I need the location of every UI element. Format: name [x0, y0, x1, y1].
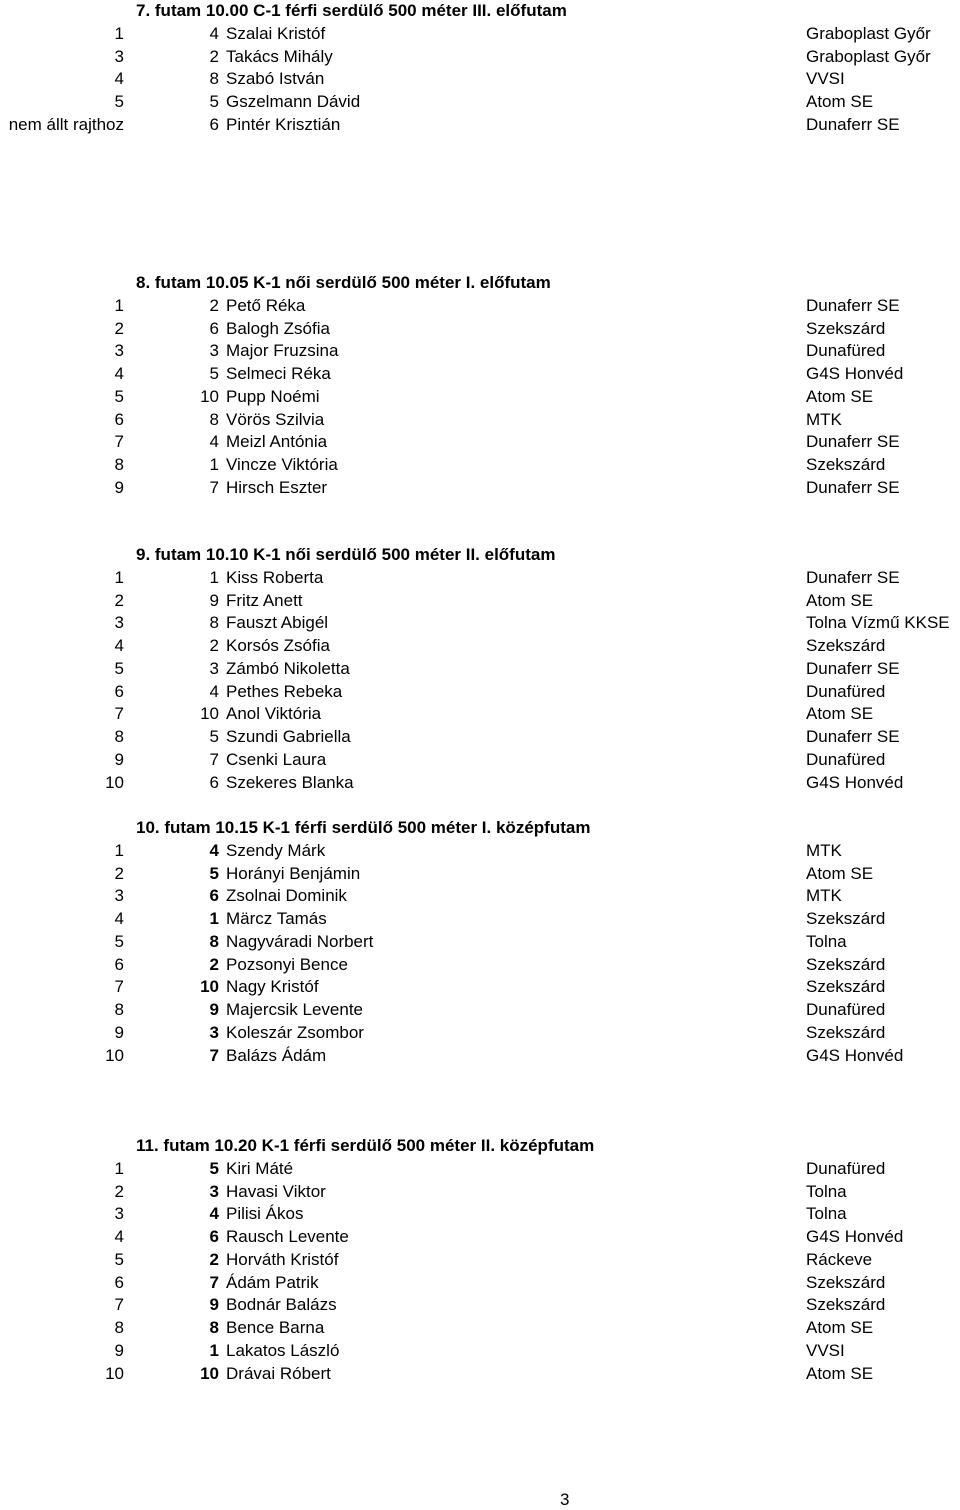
- lane-cell: 5: [209, 364, 219, 383]
- result-row: [0, 454, 960, 476]
- athlete-name: Bodnár Balázs: [226, 1295, 337, 1315]
- place-cell: 1: [114, 295, 124, 315]
- club-name: Tolna: [806, 931, 847, 951]
- result-row: [0, 363, 960, 385]
- result-row: [0, 1045, 960, 1067]
- club-name: Szekszárd: [806, 954, 886, 974]
- athlete-name: Hirsch Eszter: [226, 477, 328, 497]
- club-name: Dunaferr SE: [806, 567, 900, 587]
- lane-cell: 3: [209, 1181, 219, 1201]
- athlete-name: Horváth Kristóf: [226, 1249, 339, 1269]
- result-row: [0, 318, 960, 340]
- athlete-name: Kiss Roberta: [226, 567, 324, 587]
- lane-cell: 4: [209, 432, 219, 452]
- lane-cell: 4: [209, 681, 219, 701]
- place-cell: 6: [114, 409, 124, 429]
- club-name: Szekszárd: [806, 977, 886, 997]
- result-row: [0, 612, 960, 634]
- result-row: [0, 908, 960, 930]
- place-cell: 7: [114, 704, 124, 724]
- lane-cell: 7: [209, 749, 219, 769]
- club-name: Dunaferr SE: [806, 477, 900, 497]
- place-cell: 7: [114, 1295, 124, 1315]
- athlete-name: Koleszár Zsombor: [226, 1022, 364, 1042]
- club-name: Graboplast Győr: [806, 23, 931, 43]
- lane-cell: 7: [209, 477, 219, 497]
- result-row: [0, 1203, 960, 1225]
- result-row: [0, 340, 960, 362]
- place-cell: 3: [114, 1204, 124, 1224]
- result-row: [0, 681, 960, 703]
- athlete-name: Balázs Ádám: [226, 1045, 327, 1065]
- result-row: [0, 1158, 960, 1180]
- place-cell: 1: [114, 840, 124, 860]
- place-cell: 6: [114, 1272, 124, 1292]
- lane-cell: 8: [209, 613, 219, 633]
- place-cell: 2: [114, 318, 124, 338]
- place-cell: 6: [114, 954, 124, 974]
- athlete-name: Szabó István: [226, 69, 325, 89]
- club-name: MTK: [806, 840, 842, 860]
- result-row: [0, 999, 960, 1021]
- result-row: [0, 931, 960, 953]
- place-cell: 4: [114, 69, 124, 89]
- club-name: Szekszárd: [806, 318, 886, 338]
- athlete-name: Zsolnai Dominik: [226, 886, 347, 906]
- athlete-name: Pupp Noémi: [226, 386, 320, 406]
- place-cell: 7: [114, 432, 124, 452]
- place-cell: 9: [114, 749, 124, 769]
- lane-cell: 1: [209, 455, 219, 474]
- result-row: [0, 68, 960, 90]
- result-row: [0, 46, 960, 68]
- athlete-name: Nagy Kristóf: [226, 977, 319, 997]
- club-name: VVSI: [806, 69, 845, 89]
- lane-cell: 6: [209, 772, 219, 792]
- result-row: [0, 1181, 960, 1203]
- athlete-name: Gszelmann Dávid: [226, 92, 361, 111]
- athlete-name: Fauszt Abigél: [226, 613, 329, 633]
- lane-cell: 7: [209, 1045, 219, 1065]
- athlete-name: Pintér Krisztián: [226, 114, 341, 134]
- athlete-name: Kiri Máté: [226, 1158, 294, 1178]
- lane-cell: 7: [209, 1272, 219, 1292]
- result-row: [0, 590, 960, 612]
- result-row: [0, 954, 960, 976]
- result-row: [0, 863, 960, 885]
- lane-cell: 6: [209, 318, 219, 338]
- athlete-name: Szalai Kristóf: [226, 23, 326, 43]
- result-row: [0, 772, 960, 794]
- result-row: [0, 1317, 960, 1339]
- place-cell: 1: [114, 567, 124, 587]
- lane-cell: 10: [200, 704, 219, 724]
- athlete-name: Anol Viktória: [226, 704, 322, 724]
- lane-cell: 3: [209, 341, 219, 361]
- athlete-name: Lakatos László: [226, 1340, 340, 1360]
- page-number: 3: [560, 1490, 570, 1509]
- club-name: G4S Honvéd: [806, 1227, 904, 1246]
- place-cell: 2: [114, 590, 124, 610]
- result-row: [0, 409, 960, 431]
- lane-cell: 6: [209, 1227, 219, 1246]
- place-cell: 9: [114, 477, 124, 497]
- place-cell: 10: [105, 1363, 124, 1383]
- place-cell: 5: [114, 1249, 124, 1269]
- athlete-name: Korsós Zsófia: [226, 636, 330, 655]
- lane-cell: 4: [209, 840, 219, 860]
- place-cell: 4: [114, 1227, 124, 1246]
- lane-cell: 5: [209, 92, 219, 111]
- result-row: [0, 885, 960, 907]
- athlete-name: Selmeci Réka: [226, 364, 331, 383]
- athlete-name: Szekeres Blanka: [226, 772, 354, 792]
- club-name: Dunaferr SE: [806, 114, 900, 134]
- result-row: [0, 1022, 960, 1044]
- club-name: Szekszárd: [806, 1272, 886, 1292]
- athlete-name: Major Fruzsina: [226, 341, 339, 361]
- place-cell: 4: [114, 364, 124, 383]
- heat-title: 8. futam 10.05 K-1 női serdülő 500 méter I. előfutam: [136, 273, 551, 292]
- athlete-name: Bence Barna: [226, 1318, 325, 1337]
- heat-title: 10. futam 10.15 K-1 férfi serdülő 500 méter I. középfutam: [136, 818, 591, 837]
- club-name: Szekszárd: [806, 636, 886, 655]
- place-cell: 9: [114, 1022, 124, 1042]
- result-row: [0, 1249, 960, 1271]
- club-name: Ráckeve: [806, 1249, 873, 1269]
- lane-cell: 2: [209, 46, 219, 66]
- place-cell: 5: [114, 92, 124, 111]
- result-row: [0, 1272, 960, 1294]
- result-row: [0, 726, 960, 748]
- lane-cell: 8: [209, 69, 219, 89]
- place-cell: 3: [114, 886, 124, 906]
- result-row: [0, 635, 960, 657]
- athlete-name: Zámbó Nikoletta: [226, 658, 350, 678]
- result-row: [0, 658, 960, 680]
- place-cell: 8: [114, 1318, 124, 1337]
- result-row: [0, 477, 960, 499]
- club-name: Szekszárd: [806, 1295, 886, 1315]
- athlete-name: Csenki Laura: [226, 749, 327, 769]
- lane-cell: 6: [209, 114, 219, 134]
- club-name: Tolna: [806, 1204, 847, 1224]
- lane-cell: 10: [200, 1363, 219, 1383]
- heat-title: 11. futam 10.20 K-1 férfi serdülő 500 méter II. középfutam: [136, 1136, 595, 1155]
- result-row: [0, 386, 960, 408]
- club-name: G4S Honvéd: [806, 364, 904, 383]
- athlete-name: Szendy Márk: [226, 840, 326, 860]
- athlete-name: Balogh Zsófia: [226, 318, 330, 338]
- place-cell: 4: [114, 909, 124, 928]
- lane-cell: 1: [209, 1340, 219, 1360]
- place-cell: 8: [114, 727, 124, 746]
- athlete-name: Horányi Benjámin: [226, 863, 361, 883]
- club-name: G4S Honvéd: [806, 1045, 904, 1065]
- place-cell: 10: [105, 772, 124, 792]
- club-name: Dunaferr SE: [806, 727, 900, 746]
- place-cell: nem állt rajthoz: [8, 114, 124, 134]
- club-name: Atom SE: [806, 863, 874, 883]
- athlete-name: Vörös Szilvia: [226, 409, 325, 429]
- athlete-name: Szundi Gabriella: [226, 727, 351, 746]
- place-cell: 2: [114, 863, 124, 883]
- result-row: [0, 295, 960, 317]
- lane-cell: 4: [209, 23, 219, 43]
- place-cell: 8: [114, 1000, 124, 1019]
- athlete-name: Meizl Antónia: [226, 432, 328, 452]
- club-name: Szekszárd: [806, 455, 886, 474]
- lane-cell: 10: [200, 386, 219, 406]
- athlete-name: Majercsik Levente: [226, 1000, 364, 1019]
- athlete-name: Pető Réka: [226, 295, 306, 315]
- lane-cell: 2: [209, 636, 219, 655]
- club-name: Atom SE: [806, 1363, 874, 1383]
- place-cell: 5: [114, 931, 124, 951]
- lane-cell: 8: [209, 409, 219, 429]
- athlete-name: Rausch Levente: [226, 1227, 349, 1246]
- result-row: [0, 431, 960, 453]
- club-name: MTK: [806, 409, 842, 429]
- lane-cell: 9: [209, 590, 219, 610]
- athlete-name: Märcz Tamás: [226, 909, 327, 928]
- place-cell: 3: [114, 341, 124, 361]
- lane-cell: 5: [209, 1158, 219, 1178]
- athlete-name: Pilisi Ákos: [226, 1204, 304, 1224]
- club-name: Atom SE: [806, 1318, 874, 1337]
- lane-cell: 3: [209, 658, 219, 678]
- club-name: Tolna: [806, 1181, 847, 1201]
- heat-title: 7. futam 10.00 C-1 férfi serdülő 500 méter III. előfutam: [136, 1, 567, 20]
- place-cell: 3: [114, 613, 124, 633]
- lane-cell: 2: [209, 295, 219, 315]
- club-name: VVSI: [806, 1340, 845, 1360]
- club-name: G4S Honvéd: [806, 772, 904, 792]
- athlete-name: Vincze Viktória: [226, 455, 338, 474]
- lane-cell: 9: [209, 1000, 219, 1019]
- result-row: [0, 1340, 960, 1362]
- place-cell: 6: [114, 681, 124, 701]
- club-name: Dunafüred: [806, 749, 886, 769]
- lane-cell: 1: [209, 567, 219, 587]
- result-row: [0, 23, 960, 45]
- athlete-name: Ádám Patrik: [226, 1272, 319, 1292]
- athlete-name: Drávai Róbert: [226, 1363, 331, 1383]
- athlete-name: Pethes Rebeka: [226, 681, 343, 701]
- lane-cell: 3: [209, 1022, 219, 1042]
- club-name: Dunaferr SE: [806, 295, 900, 315]
- lane-cell: 2: [209, 954, 219, 974]
- place-cell: 4: [114, 636, 124, 655]
- result-row: [0, 1363, 960, 1385]
- place-cell: 9: [114, 1340, 124, 1360]
- lane-cell: 2: [209, 1249, 219, 1269]
- club-name: Atom SE: [806, 590, 874, 610]
- club-name: Graboplast Győr: [806, 46, 931, 66]
- place-cell: 10: [105, 1045, 124, 1065]
- lane-cell: 1: [209, 909, 219, 928]
- club-name: Tolna Vízmű KKSE: [806, 613, 950, 633]
- club-name: Szekszárd: [806, 909, 886, 928]
- place-cell: 1: [114, 1158, 124, 1178]
- place-cell: 1: [114, 23, 124, 43]
- result-row: [0, 567, 960, 589]
- place-cell: 2: [114, 1181, 124, 1201]
- result-row: [0, 749, 960, 771]
- lane-cell: 8: [209, 1318, 219, 1337]
- club-name: Atom SE: [806, 386, 874, 406]
- lane-cell: 5: [209, 727, 219, 746]
- result-row: [0, 114, 960, 136]
- athlete-name: Fritz Anett: [226, 590, 303, 610]
- lane-cell: 4: [209, 1204, 219, 1224]
- result-row: [0, 1294, 960, 1316]
- lane-cell: 9: [209, 1295, 219, 1315]
- result-row: [0, 703, 960, 725]
- athlete-name: Takács Mihály: [226, 46, 333, 66]
- club-name: Dunaferr SE: [806, 658, 900, 678]
- athlete-name: Nagyváradi Norbert: [226, 931, 374, 951]
- place-cell: 7: [114, 977, 124, 997]
- club-name: Dunafüred: [806, 341, 886, 361]
- result-row: [0, 976, 960, 998]
- club-name: Dunafüred: [806, 681, 886, 701]
- result-row: [0, 91, 960, 113]
- place-cell: 3: [114, 46, 124, 66]
- club-name: Szekszárd: [806, 1022, 886, 1042]
- club-name: Dunafüred: [806, 1000, 886, 1019]
- place-cell: 8: [114, 455, 124, 474]
- result-row: [0, 840, 960, 862]
- lane-cell: 5: [209, 863, 219, 883]
- club-name: Atom SE: [806, 92, 874, 111]
- result-row: [0, 1226, 960, 1248]
- club-name: Dunaferr SE: [806, 432, 900, 452]
- lane-cell: 6: [209, 886, 219, 906]
- club-name: Atom SE: [806, 704, 874, 724]
- place-cell: 5: [114, 658, 124, 678]
- athlete-name: Havasi Viktor: [226, 1181, 326, 1201]
- place-cell: 5: [114, 386, 124, 406]
- lane-cell: 8: [209, 931, 219, 951]
- club-name: Dunafüred: [806, 1158, 886, 1178]
- lane-cell: 10: [200, 977, 219, 997]
- athlete-name: Pozsonyi Bence: [226, 954, 348, 974]
- heat-title: 9. futam 10.10 K-1 női serdülő 500 méter II. előfutam: [136, 545, 556, 564]
- club-name: MTK: [806, 886, 842, 906]
